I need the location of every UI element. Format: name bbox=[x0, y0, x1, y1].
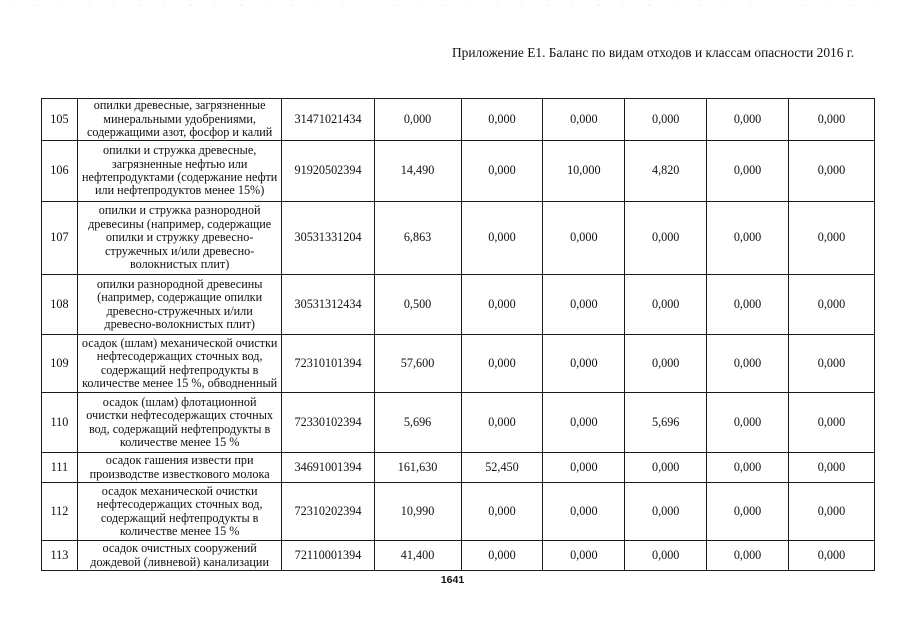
value-cell: 0,000 bbox=[788, 393, 874, 453]
table-row bbox=[42, 202, 875, 275]
value-cell: 5,696 bbox=[625, 393, 707, 453]
value-cell: 57,600 bbox=[374, 335, 461, 393]
table-row bbox=[42, 393, 875, 453]
table-row bbox=[42, 275, 875, 335]
row-number: 113 bbox=[42, 541, 78, 571]
value-cell: 0,000 bbox=[625, 335, 707, 393]
value-cell: 0,000 bbox=[461, 141, 543, 202]
value-cell: 0,000 bbox=[707, 483, 789, 541]
value-cell: 0,000 bbox=[788, 541, 874, 571]
value-cell: 0,000 bbox=[461, 335, 543, 393]
value-cell: 0,000 bbox=[461, 99, 543, 141]
value-cell: 0,000 bbox=[543, 275, 625, 335]
fkko-code: 72110001394 bbox=[282, 541, 374, 571]
waste-name: осадок механической очистки нефтесодержащих сточных вод, содержащий нефтепродукты в количестве менее 15 % bbox=[77, 483, 282, 541]
value-cell: 0,000 bbox=[788, 202, 874, 275]
waste-name: осадок гашения извести при производстве известкового молока bbox=[77, 453, 282, 483]
waste-balance-table bbox=[41, 98, 875, 571]
value-cell: 0,000 bbox=[625, 541, 707, 571]
value-cell: 52,450 bbox=[461, 453, 543, 483]
fkko-code: 34691001394 bbox=[282, 453, 374, 483]
page-title: Приложение Е1. Баланс по видам отходов и классам опасности 2016 г. bbox=[452, 45, 855, 60]
scan-noise-strip bbox=[0, 2, 905, 8]
fkko-code: 30531312434 bbox=[282, 275, 374, 335]
value-cell: 0,000 bbox=[788, 141, 874, 202]
value-cell: 0,000 bbox=[543, 541, 625, 571]
value-cell: 0,000 bbox=[707, 335, 789, 393]
table-row bbox=[42, 453, 875, 483]
value-cell: 0,000 bbox=[543, 453, 625, 483]
fkko-code: 30531331204 bbox=[282, 202, 374, 275]
fkko-code: 72310101394 bbox=[282, 335, 374, 393]
value-cell: 0,000 bbox=[374, 99, 461, 141]
value-cell: 0,000 bbox=[788, 483, 874, 541]
row-number: 110 bbox=[42, 393, 78, 453]
table-row bbox=[42, 141, 875, 202]
value-cell: 5,696 bbox=[374, 393, 461, 453]
waste-name: осадок очистных сооружений дождевой (ливневой) канализации bbox=[77, 541, 282, 571]
value-cell: 0,000 bbox=[543, 335, 625, 393]
value-cell: 0,000 bbox=[707, 453, 789, 483]
value-cell: 0,000 bbox=[625, 202, 707, 275]
row-number: 105 bbox=[42, 99, 78, 141]
value-cell: 0,000 bbox=[543, 202, 625, 275]
waste-name: опилки разнородной древесины (например, содержащие опилки древесно-стружечных и/или древесно-волокнистых плит) bbox=[77, 275, 282, 335]
waste-name: опилки и стружка древесные, загрязненные нефтью или нефтепродуктами (содержание нефти или нефтепродуктов менее 15%) bbox=[77, 141, 282, 202]
value-cell: 0,000 bbox=[707, 99, 789, 141]
fkko-code: 72310202394 bbox=[282, 483, 374, 541]
value-cell: 0,000 bbox=[788, 275, 874, 335]
row-number: 106 bbox=[42, 141, 78, 202]
value-cell: 0,000 bbox=[625, 483, 707, 541]
fkko-code: 72330102394 bbox=[282, 393, 374, 453]
value-cell: 0,000 bbox=[543, 99, 625, 141]
value-cell: 0,000 bbox=[625, 99, 707, 141]
value-cell: 0,000 bbox=[707, 393, 789, 453]
value-cell: 0,000 bbox=[461, 483, 543, 541]
value-cell: 0,000 bbox=[625, 275, 707, 335]
page-number: 1641 bbox=[440, 574, 465, 586]
value-cell: 0,500 bbox=[374, 275, 461, 335]
table-row bbox=[42, 541, 875, 571]
value-cell: 10,990 bbox=[374, 483, 461, 541]
value-cell: 0,000 bbox=[543, 483, 625, 541]
value-cell: 0,000 bbox=[788, 335, 874, 393]
value-cell: 0,000 bbox=[707, 202, 789, 275]
row-number: 108 bbox=[42, 275, 78, 335]
table-row bbox=[42, 99, 875, 141]
waste-name: осадок (шлам) флотационной очистки нефтесодержащих сточных вод, содержащий нефтепродукты в количестве менее 15 % bbox=[77, 393, 282, 453]
value-cell: 14,490 bbox=[374, 141, 461, 202]
value-cell: 0,000 bbox=[707, 141, 789, 202]
waste-name: опилки и стружка разнородной древесины (например, содержащие опилки и стружку древесно-стружечных и/или древесно-волокнистых плит) bbox=[77, 202, 282, 275]
waste-name: осадок (шлам) механической очистки нефтесодержащих сточных вод, содержащий нефтепродукты в количестве менее 15 %, обводненный bbox=[77, 335, 282, 393]
value-cell: 0,000 bbox=[543, 393, 625, 453]
value-cell: 0,000 bbox=[461, 541, 543, 571]
value-cell: 4,820 bbox=[625, 141, 707, 202]
table-row bbox=[42, 483, 875, 541]
value-cell: 0,000 bbox=[461, 393, 543, 453]
value-cell: 161,630 bbox=[374, 453, 461, 483]
waste-name: опилки древесные, загрязненные минеральными удобрениями, содержащими азот, фосфор и калий bbox=[77, 99, 282, 141]
fkko-code: 91920502394 bbox=[282, 141, 374, 202]
fkko-code: 31471021434 bbox=[282, 99, 374, 141]
value-cell: 10,000 bbox=[543, 141, 625, 202]
value-cell: 0,000 bbox=[707, 275, 789, 335]
row-number: 107 bbox=[42, 202, 78, 275]
value-cell: 0,000 bbox=[461, 202, 543, 275]
value-cell: 41,400 bbox=[374, 541, 461, 571]
row-number: 112 bbox=[42, 483, 78, 541]
row-number: 111 bbox=[42, 453, 78, 483]
value-cell: 0,000 bbox=[461, 275, 543, 335]
table-row bbox=[42, 335, 875, 393]
value-cell: 6,863 bbox=[374, 202, 461, 275]
value-cell: 0,000 bbox=[788, 99, 874, 141]
value-cell: 0,000 bbox=[707, 541, 789, 571]
value-cell: 0,000 bbox=[625, 453, 707, 483]
row-number: 109 bbox=[42, 335, 78, 393]
value-cell: 0,000 bbox=[788, 453, 874, 483]
